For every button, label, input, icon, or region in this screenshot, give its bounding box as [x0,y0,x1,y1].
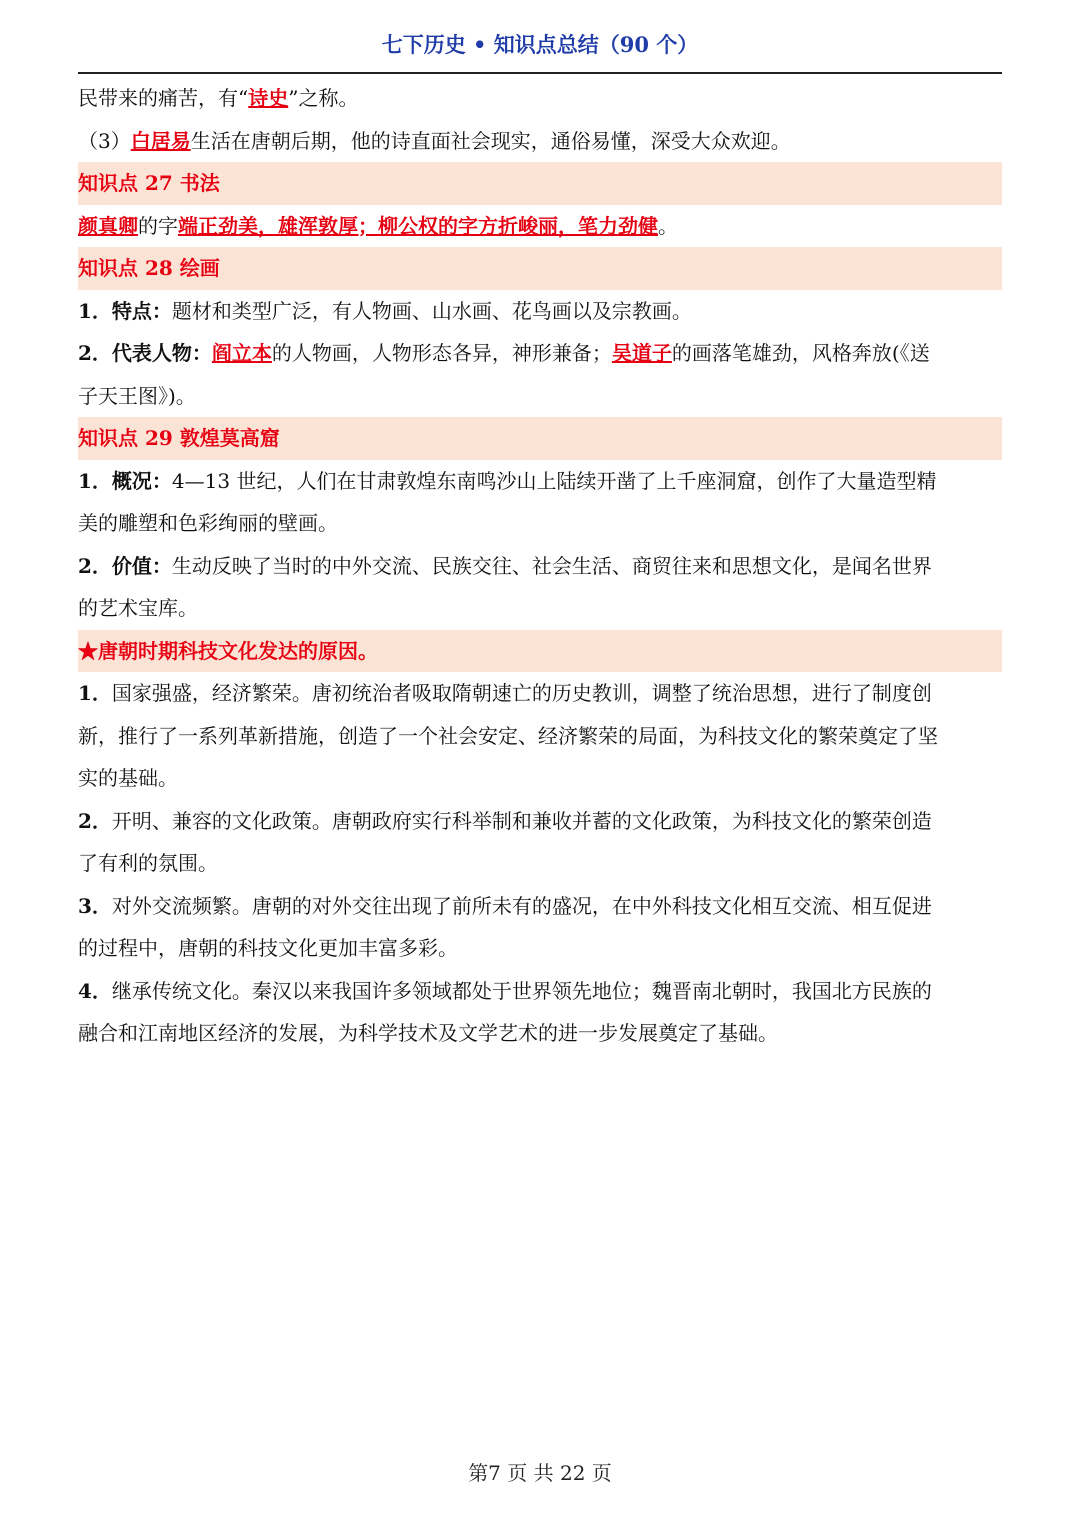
kp28-item-2-line-1 [78,332,1002,375]
page-number: 第7 页 共 22 页 [468,1461,612,1485]
kp27-line [78,205,1002,248]
kp28-item-2-line-2: 子天王图》)。 [78,383,196,408]
kp29-item-1-line-2: 美的雕塑和色彩绚丽的壁画。 [78,511,338,535]
kp29-heading: 知识点 29 敦煌莫高窟 [78,417,1002,460]
item-number: 2． [78,808,112,833]
reason-3-line-1 [78,885,1002,928]
text: 生活在唐朝后期，他的诗直面社会现实，通俗易懂，深受大众欢迎。 [190,128,791,153]
keyword-shishi: 诗史 [248,86,289,110]
page-header [78,30,1002,74]
item-label: 2．价值： [78,553,172,578]
kp26-line-2 [78,120,1002,163]
text: 生动反映了当时的中外交流、民族交往、社会生活、商贸往来和思想文化，是闻名世界 [171,553,932,578]
keyword-wu-daozi: 吴道子 [611,341,672,365]
item-label: 1．概况： [78,468,172,493]
page-footer [0,1457,1080,1486]
reason-2-line-1 [78,800,1002,843]
item-number: 4． [78,978,112,1003]
text: 的字 [138,213,178,238]
keyword-yan-liben: 阎立本 [211,341,272,365]
item-number: 3． [78,893,112,918]
text: 。 [658,213,678,238]
reason-3-line-2: 的过程中，唐朝的科技文化更加丰富多彩。 [78,936,458,960]
text: 民带来的痛苦，有“ [78,86,249,110]
text: 国家强盛，经济繁荣。唐初统治者吸取隋朝速亡的历史教训，调整了统治思想，进行了制度创 [111,681,932,705]
keyword-calligraphy-style: 端正劲美，雄浑敦厚；柳公权的字方折峻丽，笔力劲健 [178,213,658,238]
text: 4—13 世纪，人们在甘肃敦煌东南鸣沙山上陆续开凿了上千座洞窟，创作了大量造型精 [171,468,937,493]
kp29-item-1-line-1 [78,460,1002,503]
kp28-item-1 [78,290,1002,333]
kp27-heading: 知识点 27 书法 [78,162,1002,205]
text: ”之称。 [288,86,359,110]
reason-4-line-2: 融合和江南地区经济的发展，为科学技术及文学艺术的进一步发展奠定了基础。 [78,1021,778,1045]
text: 继承传统文化。秦汉以来我国许多领域都处于世界领先地位；魏晋南北朝时，我国北方民族的 [111,978,932,1003]
kp26-line-1 [78,77,1002,120]
text: 对外交流频繁。唐朝的对外交往出现了前所未有的盛况，在中外科技文化相互交流、相互促进 [111,893,932,918]
text: 的画落笔雄劲，风格奔放(《送 [671,341,930,365]
reason-1-line-1 [78,672,1002,715]
item-number: 1． [78,681,112,705]
header-title: 七下历史 • 知识点总结（90 个） [381,32,699,57]
kp28-heading: 知识点 28 绘画 [78,247,1002,290]
item-label: 1．特点： [78,298,172,323]
item-label: 2．代表人物： [78,341,212,365]
reason-1-line-3: 实的基础。 [78,766,178,790]
text: 题材和类型广泛，有人物画、山水画、花鸟画以及宗教画。 [171,298,692,323]
text: 开明、兼容的文化政策。唐朝政府实行科举制和兼收并蓄的文化政策，为科技文化的繁荣创造 [111,808,932,833]
text: （3） [78,128,131,153]
keyword-yan-zhenqing: 颜真卿 [78,213,138,238]
kp29-item-2-line-2: 的艺术宝库。 [78,596,198,620]
reason-1-line-2: 新，推行了一系列革新措施，创造了一个社会安定、经济繁荣的局面，为科技文化的繁荣奠定了坚 [78,723,938,748]
keyword-bai-juyi: 白居易 [130,128,191,153]
text: 的人物画，人物形态各异，神形兼备； [271,341,612,365]
page-content [78,77,1002,1055]
reason-2-line-2: 了有利的氛围。 [78,851,218,875]
reasons-heading: ★唐朝时期科技文化发达的原因。 [78,630,1002,673]
reason-4-line-1 [78,970,1002,1013]
kp29-item-2-line-1 [78,545,1002,588]
